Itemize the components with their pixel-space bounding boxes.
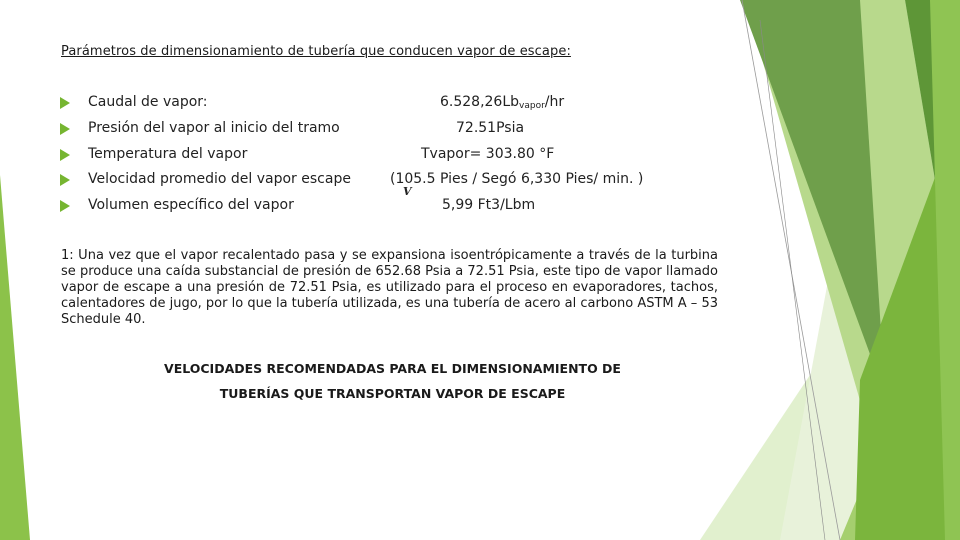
section-heading-line-1: VELOCIDADES RECOMENDADAS PARA EL DIMENSIONAMIENTO DE: [164, 361, 621, 376]
list-item: [60, 142, 620, 168]
list-item: [60, 167, 644, 193]
list-item: [60, 193, 620, 219]
body-paragraph: 1: Una vez que el vapor recalentado pasa y se expansiona isoentrópicamente a través de la turbina se produce una caída substancial de presión de 652.68 Psia a 72.51 Psia, este tipo de vapor llamado vapor de escape a una presión de 72.51 Psia, es utilizado para el proceso en evaporadores, tachos, calentadores de jugo, por lo que la tubería utilizada, es una tubería de acero al carbono ASTM A – 53 Schedule 40.: [61, 248, 718, 327]
param-value-pressure: 72.51Psia: [456, 120, 525, 136]
bullet-arrow-icon: [60, 123, 70, 135]
velocity-symbol: V: [403, 185, 412, 198]
section-heading-line-2: TUBERÍAS QUE TRANSPORTAN VAPOR DE ESCAPE: [219, 386, 566, 401]
param-label-velocity: Velocidad promedio del vapor escape: [88, 171, 351, 187]
param-label-pressure: Presión del vapor al inicio del tramo: [88, 120, 340, 136]
param-label-specific-volume: Volumen específico del vapor: [88, 196, 294, 213]
right-accent-dark: [740, 0, 885, 395]
parameter-list: [60, 90, 644, 218]
left-accent-shape: [0, 175, 30, 540]
bullet-arrow-icon: [60, 97, 70, 109]
list-item: [60, 116, 620, 142]
param-value-specific-volume: 5,99 Ft3/Lbm: [442, 196, 536, 213]
param-label-flow: Caudal de vapor:: [88, 94, 208, 110]
list-item: [60, 90, 620, 116]
param-value-velocity: (105.5 Pies / Segó 6,330 Pies/ min. ): [390, 171, 644, 187]
bullet-arrow-icon: [60, 149, 70, 161]
param-label-temperature: Temperatura del vapor: [88, 145, 248, 162]
bullet-arrow-icon: [60, 174, 70, 186]
param-value-flow: $6.528,26Lb_{vapor}/hr$: [440, 94, 565, 111]
slide-title: Parámetros de dimensionamiento de tubería que conducen vapor de escape:: [61, 44, 571, 59]
param-value-temperature: Tvapor= 303.80 °F: [421, 145, 555, 162]
bullet-arrow-icon: [60, 200, 70, 212]
